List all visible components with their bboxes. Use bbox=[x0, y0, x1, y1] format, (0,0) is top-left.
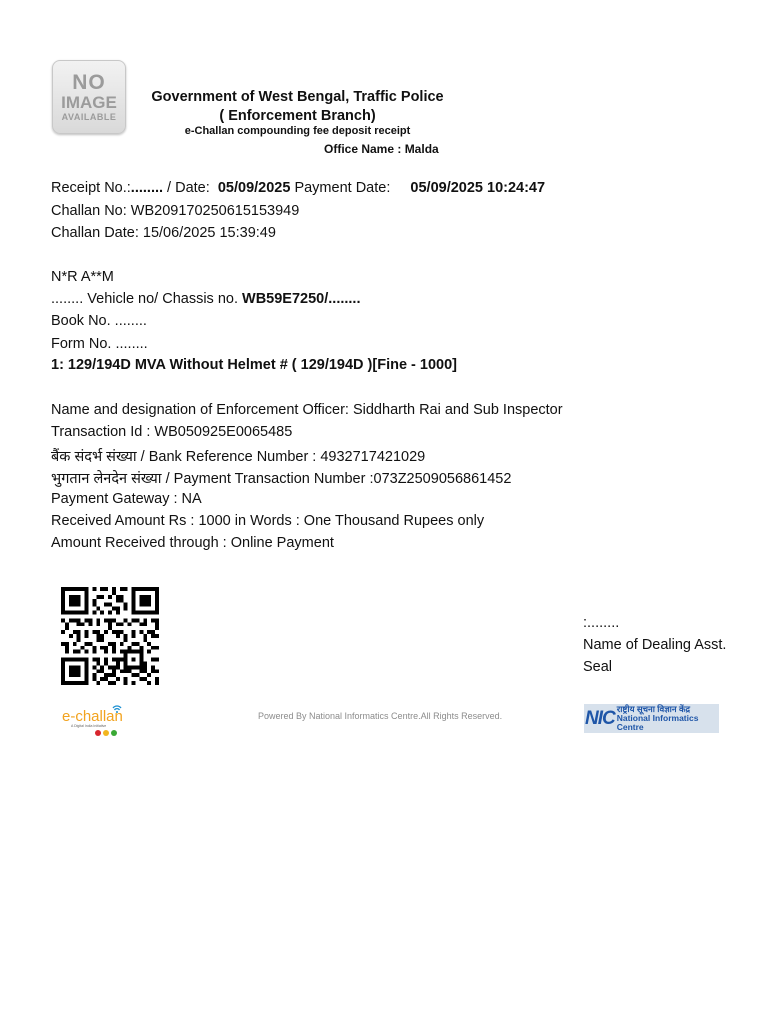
receipt-type: e-Challan compounding fee deposit receipt bbox=[184, 125, 411, 137]
no-image-placeholder bbox=[52, 60, 126, 134]
placeholder-line-2: IMAGE bbox=[61, 93, 117, 112]
receipt-line bbox=[51, 180, 545, 196]
bank-reference: बैंक संदर्भ संख्या / Bank Reference Number : 4932717421029 bbox=[51, 449, 426, 465]
challan-no: Challan No: WB209170250615153949 bbox=[51, 203, 300, 219]
receipt-no-value: ........ bbox=[130, 180, 164, 196]
echallan-logo-text: e-challan bbox=[62, 708, 123, 725]
received-amount: Received Amount Rs : 1000 in Words : One Thousand Rupees only bbox=[51, 513, 485, 529]
nic-hindi-name: राष्ट्रीय सूचना विज्ञान केंद्र bbox=[616, 704, 690, 715]
payment-date-label: Payment Date: bbox=[290, 180, 395, 196]
date-value: 05/09/2025 bbox=[217, 180, 291, 196]
vehicle-value: WB59E7250/........ bbox=[242, 291, 361, 307]
signature-dots: :........ bbox=[583, 615, 620, 631]
echallan-tagline: A Digital India Initiative bbox=[71, 724, 107, 728]
payment-transaction-number: भुगतान लेनदेन संख्या / Payment Transaction Number :073Z2509056861452 bbox=[51, 471, 512, 487]
payment-gateway: Payment Gateway : NA bbox=[51, 491, 202, 507]
nic-logo-mark: NIC bbox=[585, 707, 615, 729]
powered-by-text: Powered By National Informatics Centre.All Rights Reserved. bbox=[258, 711, 503, 721]
book-no: Book No. ........ bbox=[51, 313, 147, 329]
dealing-assistant-label: Name of Dealing Asst. bbox=[583, 637, 727, 653]
nic-logo bbox=[584, 704, 719, 733]
challan-date: Challan Date: 15/06/2025 15:39:49 bbox=[51, 225, 276, 241]
office-name: Office Name : Malda bbox=[324, 142, 439, 156]
offence-line: 1: 129/194D MVA Without Helmet # ( 129/194D )[Fine - 1000] bbox=[51, 357, 457, 373]
payment-date-value: 05/09/2025 10:24:47 bbox=[410, 180, 546, 196]
branch-subtitle: ( Enforcement Branch) bbox=[219, 108, 376, 124]
offender-name: N*R A**M bbox=[51, 269, 114, 285]
placeholder-line-3: AVAILABLE bbox=[61, 112, 117, 122]
date-label: / Date: bbox=[163, 180, 214, 196]
document-title: Government of West Bengal, Traffic Police bbox=[151, 89, 444, 105]
enforcement-officer: Name and designation of Enforcement Officer: Siddharth Rai and Sub Inspector bbox=[51, 402, 563, 418]
echallan-logo bbox=[62, 702, 132, 738]
transaction-id: Transaction Id : WB050925E0065485 bbox=[51, 424, 293, 440]
vehicle-label: ........ Vehicle no/ Chassis no. bbox=[51, 291, 243, 307]
qr-code bbox=[61, 585, 159, 687]
receipt-no-label: Receipt No.: bbox=[51, 180, 131, 196]
received-through: Amount Received through : Online Payment bbox=[51, 535, 334, 551]
nic-english-name: National Informatics Centre bbox=[616, 713, 699, 732]
seal-label: Seal bbox=[583, 659, 613, 675]
form-no: Form No. ........ bbox=[51, 336, 148, 352]
placeholder-line-1: NO bbox=[72, 71, 106, 94]
vehicle-line bbox=[51, 291, 361, 307]
